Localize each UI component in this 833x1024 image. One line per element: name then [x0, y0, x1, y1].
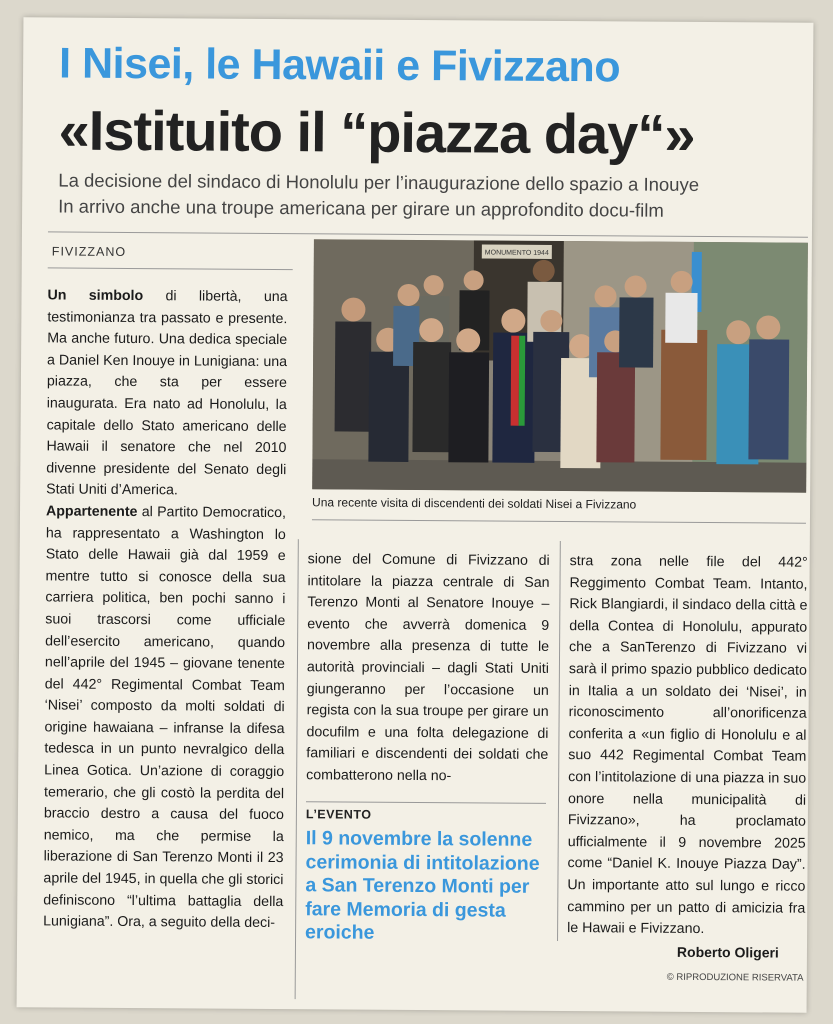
dateline: FIVIZZANO	[51, 244, 127, 259]
byline: Roberto Oligeri	[676, 943, 779, 961]
paragraph-1	[46, 285, 288, 503]
dateline-rule	[48, 267, 293, 270]
paragraph-2-text: al Partito Democratico, ha rappresentato a Washington lo Stato delle Hawaii già dal 1959 e mentre tutto si conosce della sua carriera politica, ben pochi sanno i suoi trascorsi come ufficiale dell’esercito americano, quando nell’aprile del 1945 – giovane tenente del 442° Regimental Combat Team ‘Nisei’ composto da molti soldati di origine hawaiana – infranse la difesa tedesca in un punto nevralgico della Linea Gotica. Un’azione di coraggio temerario, che gli costò la perdita del braccio destro a causa del fuoco nemico, ma che permise la liberazione di San Terenzo Monti il 23 aprile del 1945, in quella che gli storici definiscono “l’ultima battaglia della Lunigiana”. Ora, a seguito della deci-	[43, 504, 287, 932]
event-label: L’EVENTO	[305, 807, 372, 822]
article-column-1	[43, 285, 288, 934]
article-column-2	[306, 549, 550, 788]
article-column-3	[567, 551, 808, 941]
lead-in-1: Un simbolo	[47, 287, 144, 305]
headline: «Istituito il “piazza day“»	[58, 98, 695, 166]
lead-in-2: Appartenente	[45, 503, 138, 520]
kicker: I Nisei, le Hawaii e Fivizzano	[58, 39, 621, 92]
paragraph-2	[43, 501, 286, 935]
caption-rule	[312, 519, 806, 523]
photo-caption: Una recente visita di discendenti dei soldati Nisei a Fivizzano	[312, 495, 637, 512]
column-separator-2	[557, 541, 561, 941]
subheadline-1: La decisione del sindaco di Honolulu per l’inaugurazione dello spazio a Inouye	[58, 169, 700, 195]
copyright-notice: © RIPRODUZIONE RISERVATA	[666, 971, 804, 984]
box-rule	[306, 801, 546, 804]
paragraph-3: sione del Comune di Fivizzano di intitolare la piazza centrale di San Terenzo Monti al Senatore Inouye – evento che avverrà domenica 9 novembre alla presenza di tutte le autorità provinciali – dagli Stati Uniti giungeranno per l’occasione un regista con la sua troupe per girare un docufilm e una folta delegazione di familiari e discendenti dei soldati che combatterono nella no-	[306, 551, 550, 785]
newspaper-page	[17, 17, 814, 1012]
monument-sign: MONUMENTO 1944	[484, 249, 549, 257]
event-title: Il 9 novembre la solenne cerimonia di intitolazione a San Terenzo Monti per fare Memoria di gesta eroiche	[305, 827, 540, 944]
group-photo-illustration	[312, 239, 808, 492]
divider	[48, 231, 808, 237]
event-box	[305, 807, 546, 999]
paragraph-4: stra zona nelle file del 442° Reggimento Combat Team. Intanto, Rick Blangiardi, il sindaco della città e della Contea di Honolulu, appurato che a SanTerenzo di Fivizzano vi sarà il primo spazio pubblico dedicato in Italia a un soldato dei ‘Nisei’, in riconoscimento all’onorificenza conferita a «un figlio di Honolulu e al suo 442 Regimental Combat Team con l’intitolazione di una piazza in suo onore nella municipalità di Fivizzano», ha proclamato ufficialmente il 9 novembre 2025 come “Daniel K. Inouye Piazza Day”. Un importante atto sul lungo e ricco cammino per un patto di amicizia fra le Hawaii e Fivizzano.	[567, 553, 808, 938]
group-photo	[312, 239, 808, 492]
subheadline-2: In arrivo anche una troupe americana per girare un approfondito docu-film	[58, 195, 664, 221]
column-separator-1	[295, 539, 299, 999]
paragraph-1-text: di libertà, una testimonianza tra passato e presente. Ma anche futuro. Una dedica speciale a Daniel Ken Inouye in Lunigiana: una piazza, che sta per essere inaugurata. Era nato ad Honolulu, la capitale dello Stato americano delle Hawaii il senatore che nel 2010 divenne presidente del Senato degli Stati Uniti d’America.	[46, 288, 288, 499]
